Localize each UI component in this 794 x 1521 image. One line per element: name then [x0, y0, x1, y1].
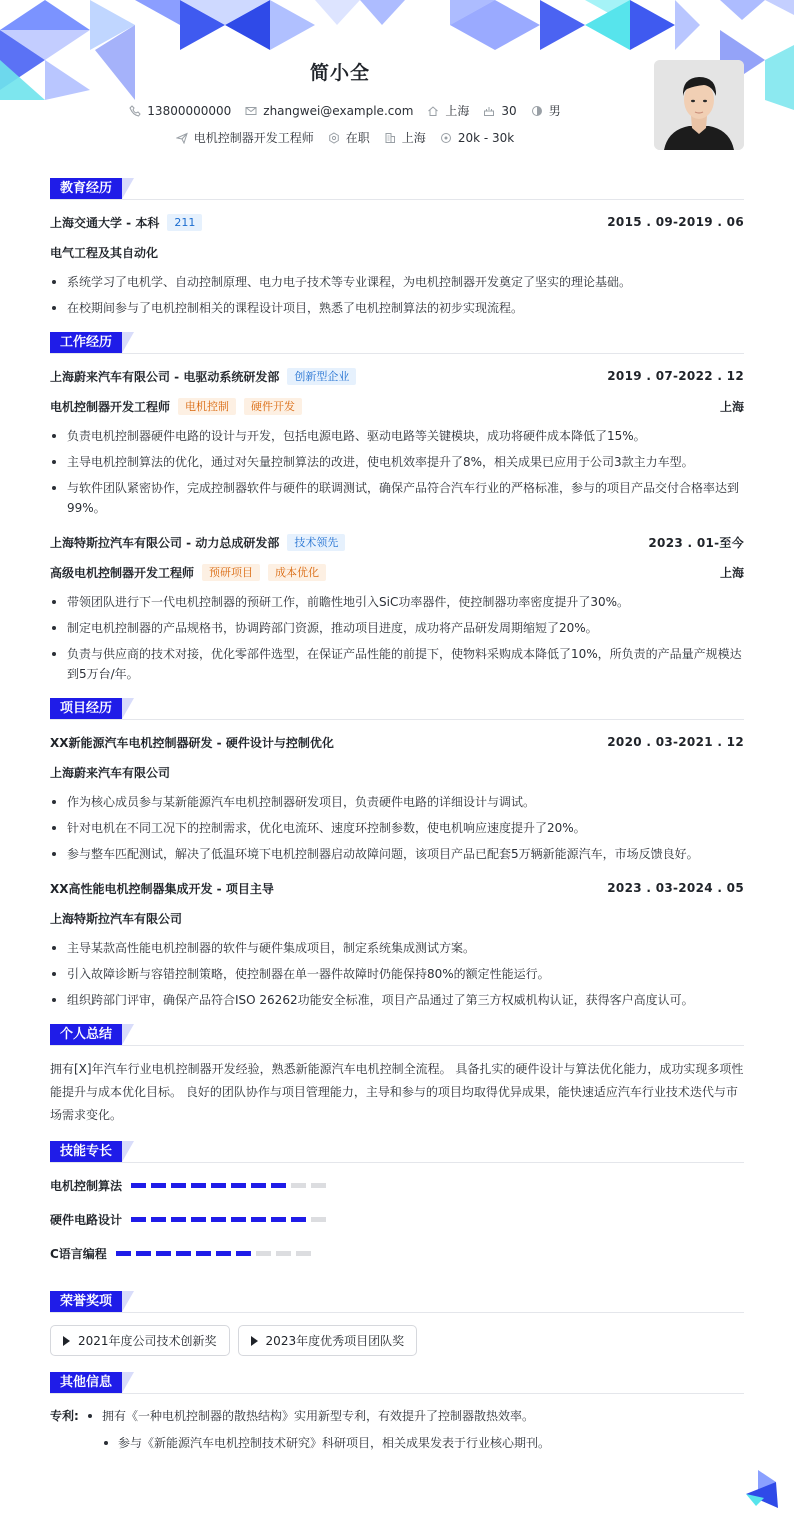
- work-1-badge: 技术领先: [287, 534, 345, 551]
- age-text: 30: [501, 103, 517, 118]
- skill-level-segment: [251, 1217, 266, 1222]
- job-row: [0, 129, 690, 146]
- award-item: [238, 1325, 418, 1356]
- send-icon: [176, 132, 188, 144]
- list-item: 系统学习了电机学、自动控制原理、电力电子技术等专业课程，为电机控制器开发奠定了坚实的理论基础。: [50, 272, 744, 292]
- work-0-company: 上海蔚来汽车有限公司 - 电驱动系统研发部: [50, 369, 280, 384]
- skill-item: [50, 1209, 403, 1229]
- section-education-tail: [122, 178, 134, 199]
- status-text: 在职: [345, 131, 370, 145]
- triangle-icon: [251, 1336, 258, 1346]
- list-item: 针对电机在不同工况下的控制需求，优化电流环、速度环控制参数，使电机响应速度提升了20%。: [50, 818, 744, 838]
- list-item: 负责电机控制器硬件电路的设计与开发，包括电源电路、驱动电路等关键模块，成功将硬件成本降低了15%。: [50, 426, 744, 446]
- project-0-head: [50, 732, 744, 752]
- triangle-icon: [63, 1336, 70, 1346]
- work-0-date: 2019 . 07-2022 . 12: [607, 369, 744, 383]
- project-1-name: XX高性能电机控制器集成开发 - 项目主导: [50, 881, 274, 896]
- section-projects: [50, 698, 744, 720]
- skill-level-segment: [236, 1251, 251, 1256]
- summary-text: 拥有[X]年汽车行业电机控制器开发经验，熟悉新能源汽车电机控制全流程。 具备扎实的硬件设计与算法优化能力，成功实现多项性能提升与成本优化目标。 良好的团队协作与项目管理能力，主导和参与的项目均取得优异成果，能快速适应汽车行业技术迭代与市场需求变化。: [50, 1062, 744, 1122]
- list-item: 参与《新能源汽车电机控制技术研究》科研项目，相关成果发表于行业核心期刊。: [96, 1433, 550, 1453]
- section-education: [50, 178, 744, 200]
- gender-item: [531, 102, 561, 119]
- skill-level-segment: [271, 1183, 286, 1188]
- skills-list: [50, 1175, 744, 1277]
- skill-level-segment: [211, 1183, 226, 1188]
- skill-level-segment: [276, 1251, 291, 1256]
- work-0-bullets: [50, 426, 744, 518]
- skill-level-segment: [291, 1183, 306, 1188]
- work-0-location: 上海: [719, 399, 744, 414]
- project-1-org-row: [50, 908, 744, 928]
- skill-level-segment: [191, 1217, 206, 1222]
- skill-level-bar: [116, 1251, 316, 1256]
- gender-text: 男: [548, 104, 561, 118]
- section-awards-tail: [122, 1291, 134, 1312]
- skill-level-segment: [191, 1183, 206, 1188]
- skill-level-segment: [131, 1217, 146, 1222]
- skill-level-segment: [136, 1251, 151, 1256]
- section-other-tail: [122, 1372, 134, 1393]
- skill-level-segment: [251, 1183, 266, 1188]
- other-list: [80, 1406, 550, 1460]
- job-title-text: 电机控制器开发工程师: [193, 131, 314, 145]
- phone-icon: [129, 105, 141, 117]
- project-0-org-row: [50, 762, 744, 782]
- education-school: 上海交通大学 - 本科: [50, 215, 160, 230]
- work-1-role-row: [50, 562, 744, 582]
- skill-level-segment: [116, 1251, 131, 1256]
- city-text: 上海: [445, 104, 470, 118]
- list-item: 主导电机控制算法的优化，通过对矢量控制算法的改进，使电机效率提升了8%，相关成果已应用于公司3款主力车型。: [50, 452, 744, 472]
- work-city-item: [384, 129, 426, 146]
- section-education-title: 教育经历: [50, 178, 122, 199]
- skill-name: 电机控制算法: [50, 1178, 123, 1193]
- gender-icon: [531, 105, 543, 117]
- section-summary-tail: [122, 1024, 134, 1045]
- corner-decoration: [742, 1468, 782, 1512]
- list-item: 制定电机控制器的产品规格书，协调跨部门资源，推动项目进度，成功将产品研发周期缩短了20%。: [50, 618, 744, 638]
- section-awards-title: 荣誉奖项: [50, 1291, 122, 1312]
- skill-level-segment: [231, 1183, 246, 1188]
- skill-level-segment: [171, 1217, 186, 1222]
- skill-level-bar: [131, 1183, 331, 1188]
- home-icon: [427, 105, 439, 117]
- resume-header: [0, 0, 794, 170]
- list-item: 在校期间参与了电机控制相关的课程设计项目，熟悉了电机控制算法的初步实现流程。: [50, 298, 744, 318]
- age-item: [483, 104, 516, 118]
- skill-item: [50, 1175, 403, 1195]
- section-work: [50, 332, 744, 354]
- skill-level-segment: [176, 1251, 191, 1256]
- section-projects-title: 项目经历: [50, 698, 122, 719]
- skill-level-segment: [271, 1217, 286, 1222]
- education-badge: 211: [167, 214, 202, 231]
- skill-name: 硬件电路设计: [50, 1212, 123, 1227]
- contact-row: [0, 102, 690, 119]
- list-item: 主导某款高性能电机控制器的软件与硬件集成项目，制定系统集成测试方案。: [50, 938, 744, 958]
- skill-level-segment: [171, 1183, 186, 1188]
- work-0-badge: 创新型企业: [287, 368, 356, 385]
- education-major: 电气工程及其自动化: [50, 245, 159, 260]
- other-info: [50, 1406, 744, 1460]
- work-1-date: 2023 . 01-至今: [648, 535, 744, 550]
- section-other-title: 其他信息: [50, 1372, 122, 1393]
- project-0-name: XX新能源汽车电机控制器研发 - 硬件设计与控制优化: [50, 735, 334, 750]
- other-label: 专利:: [50, 1409, 79, 1423]
- list-item: 组织跨部门评审，确保产品符合ISO 26262功能安全标准，项目产品通过了第三方权威机构认证，获得客户高度认可。: [50, 990, 744, 1010]
- salary-text: 20k - 30k: [457, 130, 515, 145]
- skill-level-segment: [156, 1251, 171, 1256]
- work-1-tag-0: 预研项目: [202, 564, 260, 581]
- coin-icon: [440, 132, 452, 144]
- skill-level-segment: [131, 1183, 146, 1188]
- section-summary-title: 个人总结: [50, 1024, 122, 1045]
- email-text: zhangwei@example.com: [263, 103, 414, 118]
- work-1-bullets: [50, 592, 744, 684]
- section-skills-title: 技能专长: [50, 1141, 122, 1162]
- work-0-tag-0: 电机控制: [178, 398, 236, 415]
- awards-list: [50, 1325, 744, 1356]
- project-0-date: 2020 . 03-2021 . 12: [607, 735, 744, 749]
- resume-body: [50, 178, 744, 1460]
- skill-level-segment: [296, 1251, 311, 1256]
- job-title-item: [176, 129, 314, 146]
- gear-icon: [328, 132, 340, 144]
- skill-level-segment: [291, 1217, 306, 1222]
- email-item: [245, 104, 413, 118]
- skill-level-segment: [216, 1251, 231, 1256]
- list-item: 引入故障诊断与容错控制策略，使控制器在单一器件故障时仍能保持80%的额定性能运行。: [50, 964, 744, 984]
- work-1-tag-1: 成本优化: [268, 564, 326, 581]
- project-1-bullets: [50, 938, 744, 1010]
- skill-level-segment: [151, 1217, 166, 1222]
- section-other: [50, 1372, 744, 1394]
- skill-level-segment: [196, 1251, 211, 1256]
- work-0-tag-1: 硬件开发: [244, 398, 302, 415]
- project-0-org: 上海蔚来汽车有限公司: [50, 765, 171, 780]
- candidate-name: 简小全: [309, 62, 370, 84]
- education-date: 2015 . 09-2019 . 06: [607, 215, 744, 229]
- work-0-head: [50, 366, 744, 386]
- section-work-title: 工作经历: [50, 332, 122, 353]
- phone-item: [129, 104, 231, 118]
- skill-level-segment: [211, 1217, 226, 1222]
- list-item: 与软件团队紧密协作，完成控制器软件与硬件的联调测试，确保产品符合汽车行业的严格标准，参与的项目产品交付合格率达到99%。: [50, 478, 744, 518]
- section-awards: [50, 1291, 744, 1313]
- work-1-company: 上海特斯拉汽车有限公司 - 动力总成研发部: [50, 535, 280, 550]
- list-item: 负责与供应商的技术对接，优化零部件选型，在保证产品性能的前提下，使物料采购成本降低了10%，所负责的产品量产规模达到5万台/年。: [50, 644, 744, 684]
- work-0-role-row: [50, 396, 744, 416]
- award-text: 2021年度公司技术创新奖: [78, 1334, 217, 1348]
- section-work-tail: [122, 332, 134, 353]
- award-item: [50, 1325, 230, 1356]
- project-1-head: [50, 878, 744, 898]
- status-item: [328, 129, 370, 146]
- award-text: 2023年度优秀项目团队奖: [265, 1334, 405, 1348]
- building-icon: [384, 132, 396, 144]
- work-0-role: 电机控制器开发工程师: [50, 399, 171, 414]
- skill-level-segment: [151, 1183, 166, 1188]
- skill-level-segment: [311, 1183, 326, 1188]
- project-0-bullets: [50, 792, 744, 864]
- salary-item: [440, 131, 514, 145]
- skill-level-segment: [256, 1251, 271, 1256]
- section-projects-tail: [122, 698, 134, 719]
- phone-text: 13800000000: [147, 103, 232, 118]
- section-summary: [50, 1024, 744, 1046]
- section-skills-tail: [122, 1141, 134, 1162]
- skill-level-segment: [231, 1217, 246, 1222]
- work-1-role: 高级电机控制器开发工程师: [50, 565, 195, 580]
- project-1-date: 2023 . 03-2024 . 05: [607, 881, 744, 895]
- education-bullets: [50, 272, 744, 318]
- list-item: 拥有《一种电机控制器的散热结构》实用新型专利，有效提升了控制器散热效率。: [80, 1406, 550, 1426]
- skill-level-segment: [311, 1217, 326, 1222]
- section-skills: [50, 1141, 744, 1163]
- work-1-location: 上海: [719, 565, 744, 580]
- education-head: [50, 212, 744, 232]
- education-major-row: [50, 242, 744, 262]
- skill-level-bar: [131, 1217, 331, 1222]
- list-item: 参与整车匹配测试，解决了低温环境下电机控制器启动故障问题，该项目产品已配套5万辆新能源汽车，市场反馈良好。: [50, 844, 744, 864]
- profile-photo: [654, 60, 744, 150]
- skill-item: [50, 1243, 403, 1263]
- skill-name: C语言编程: [50, 1246, 107, 1261]
- list-item: 带领团队进行下一代电机控制器的预研工作，前瞻性地引入SiC功率器件，使控制器功率密度提升了30%。: [50, 592, 744, 612]
- cake-icon: [483, 105, 495, 117]
- city-item: [427, 102, 469, 119]
- work-1-head: [50, 532, 744, 552]
- work-city-text: 上海: [401, 131, 426, 145]
- project-1-org: 上海特斯拉汽车有限公司: [50, 911, 183, 926]
- list-item: 作为核心成员参与某新能源汽车电机控制器研发项目，负责硬件电路的详细设计与调试。: [50, 792, 744, 812]
- email-icon: [245, 105, 257, 117]
